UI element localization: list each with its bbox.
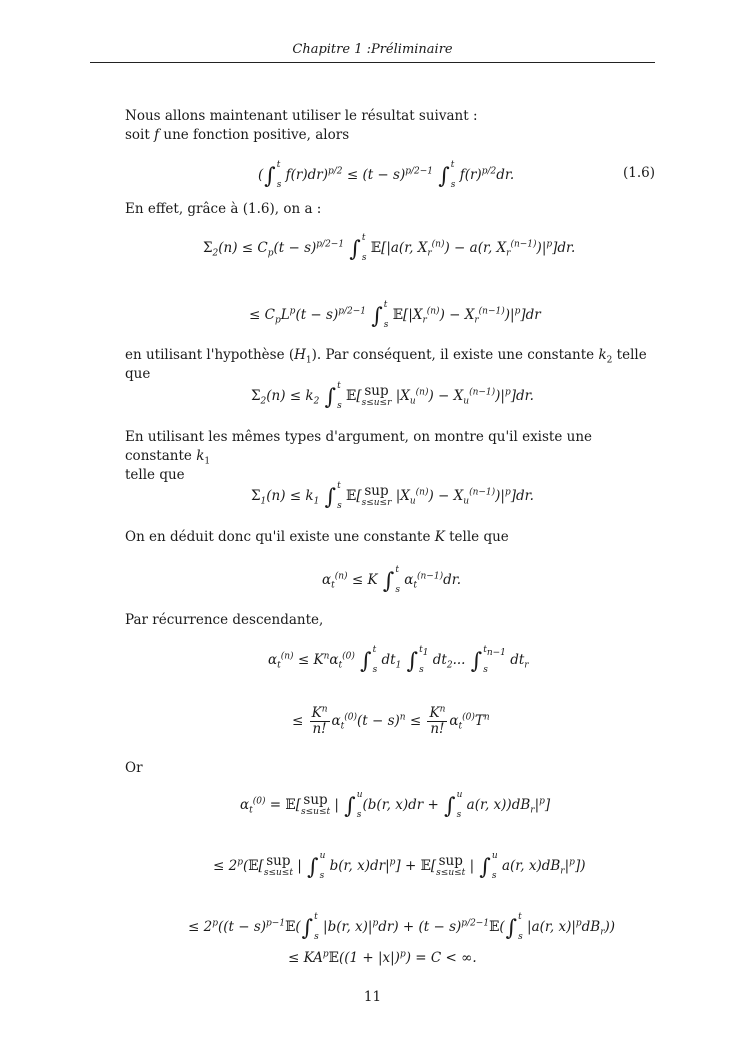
running-header: Chapitre 1 :Préliminaire xyxy=(292,42,453,57)
paragraph: Or xyxy=(125,760,143,776)
text-line: Nous allons maintenant utiliser le résultat suivant : xyxy=(125,108,478,124)
equation-alpha-bound-1: ≤ $2^p(𝔼$[ sup s≤u≤t | ∫u s b(r, $x)dr|^p$] + 𝔼[ sup s≤u≤t | ∫u s a(r, $x)dB_r|^p$]) xyxy=(213,851,586,881)
equation-alpha-recursive: $\alpha_t^{(n)} \le K$ ∫t s $\alpha_t^{(n-1)}dr$. xyxy=(322,565,461,595)
header-rule xyxy=(90,62,655,63)
paragraph: En effet, grâce à (1.6), on a : xyxy=(125,201,322,217)
paragraph: Par récurrence descendante, xyxy=(125,612,324,628)
text-line: En utilisant les mêmes types d'argument, on montre qu'il existe une constante $k_1$ xyxy=(125,429,593,467)
equation-alpha-bound-2: ≤ $2^p((t$ − $s)^{p-1}𝔼(\int t$ s |b(r, $x)|^pdr) + (t$ − $s)^{p/2-1}𝔼(\int t$ s |a(r, $x)|^pdB_r$)) xyxy=(188,912,616,942)
equation-alpha-iterated: $\alpha_t^{(n)} \le K^n\alpha_t^{(0)}$ ∫t s $dt_1$ $\int t_1$ s $dt_2$... $\int t_{n-1}$ s $dt_r$ xyxy=(268,645,529,675)
equation-alpha-factorial: ≤ $\frac{K^n}{n!}$ $\alpha_t^{(0)}(t - s)^n$ ≤ $\frac{K^n}{n!}$ $\alpha_t^{(0)}T^n$ xyxy=(292,704,490,737)
paragraph: On en déduit donc qu'il existe une constante K telle que xyxy=(125,529,509,545)
equation-sigma1-bound: $\Sigma_1(n) \le k_1$ ∫t s 𝔼[ sup s≤u≤r $|X_u^{(n)}) - X_u^{(n-1)})|^p]dr$. xyxy=(251,481,534,511)
equation-final-bound: ≤ $KA^p𝔼((1 + |x|)^p) = C$ < ∞. xyxy=(288,949,477,966)
paragraph: en utilisant l'hypothèse $(H_1)$. Par conséquent, il existe une constante $k_2$ telle que xyxy=(125,347,647,382)
equation-sigma2-a: $\Sigma_2(n) \le C_p(t - s)^{p/2-1}$ ∫t s 𝔼[|a(r, $X_r^{(n)}) - a(r$, $X_r^{(n-1)})|^p]dr$. xyxy=(203,233,576,263)
equation-1-6: (∫t s $f(r)dr)^{p/2} \le (t - s)^{p/2-1}$ ∫t s $f(r)^{p/2}dr$. xyxy=(258,160,515,190)
equation-sigma2-bound: $\Sigma_2(n) \le k_2$ ∫t s 𝔼[ sup s≤u≤r $|X_u^{(n)}) - X_u^{(n-1)})|^p]dr$. xyxy=(251,381,534,411)
paragraph xyxy=(125,428,660,485)
page-number: 11 xyxy=(363,989,382,1005)
paragraph-intro xyxy=(125,107,660,145)
text-line: soit f une fonction positive, alors xyxy=(125,127,350,143)
equation-sigma2-b: ≤ $C_pL^p(t - s)^{p/2-1}$ ∫t s $𝔼[|X_r^{(n)}) - X_r^{(n-1)})|^p]dr$ xyxy=(249,300,541,330)
equation-alpha-zero: $\alpha_t^{(0)}$ = 𝔼[ sup s≤u≤t | ∫u s(b(r, x)dr + ∫u s a(r, $x))dB_r|^p$] xyxy=(240,790,551,820)
text-line: telle que xyxy=(125,467,185,483)
equation-number: (1.6) xyxy=(622,165,655,181)
